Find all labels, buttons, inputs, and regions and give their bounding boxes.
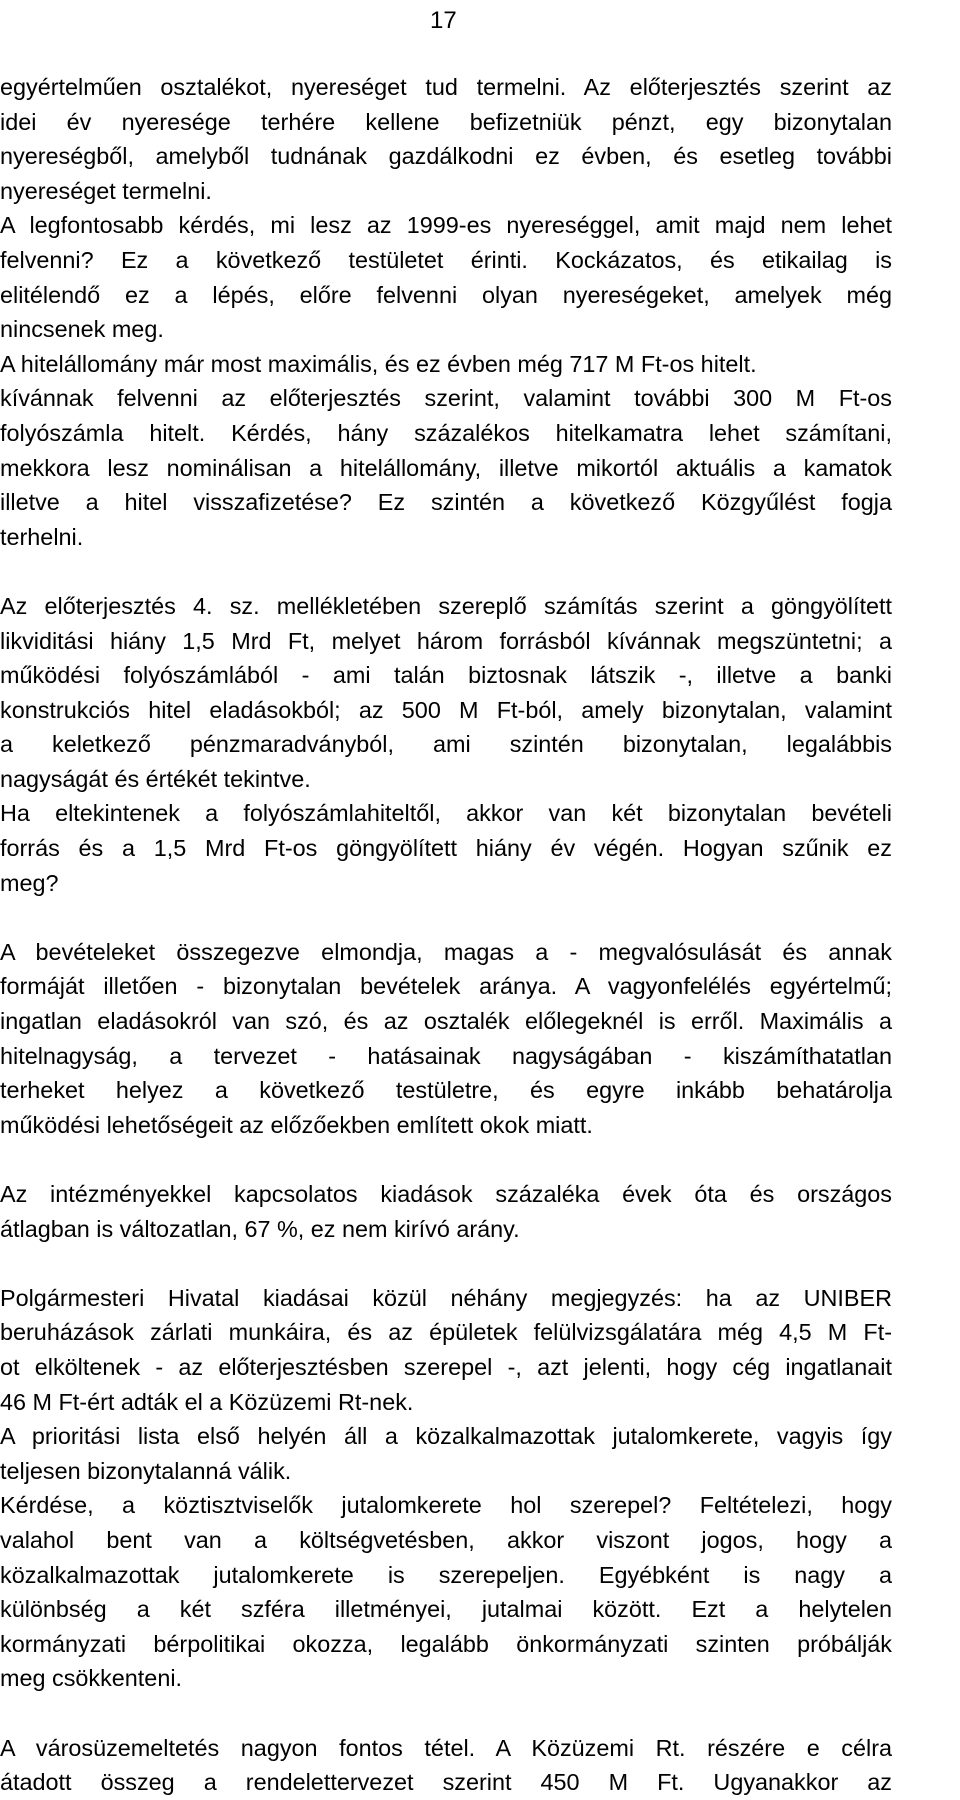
text-line: kívánnak felvenni az előterjesztés szerint, valamint további 300 M Ft-os [0, 385, 892, 412]
text-line: A bevételeket összegezve elmondja, magas a - megvalósulását és annak [0, 938, 892, 965]
text-line: terheket helyez a következő testületre, és egyre inkább behatárolja [0, 1077, 892, 1104]
text-line: kormányzati bérpolitikai okozza, legalább önkormányzati szinten próbálják [0, 1630, 892, 1657]
text-line: meg? [0, 869, 59, 896]
text-line: ot elköltenek - az előterjesztésben szerepel -, azt jelenti, hogy cég ingatlanait [0, 1353, 892, 1380]
text-line: nincsenek meg. [0, 316, 164, 343]
text-line: egyértelműen osztalékot, nyereséget tud termelni. Az előterjesztés szerint az [0, 74, 892, 100]
document-body [0, 70, 892, 1800]
text-line: működési lehetőségeit az előzőekben említett okok miatt. [0, 1111, 593, 1138]
text-line: A hitelállomány már most maximális, és ez évben még 717 M Ft-os hitelt. [0, 350, 757, 377]
text-line: teljesen bizonytalanná válik. [0, 1457, 292, 1484]
text-line: nagyságát és értékét tekintve. [0, 765, 311, 792]
text-line: A prioritási lista első helyén áll a közalkalmazottak jutalomkerete, vagyis így [0, 1423, 892, 1450]
text-line: folyószámla hitelt. Kérdés, hány százalékos hitelkamatra lehet számítani, [0, 419, 892, 446]
text-line: idei év nyeresége terhére kellene befizetniük pénzt, egy bizonytalan [0, 108, 892, 135]
paragraph-gap [0, 1246, 892, 1281]
text-line: 46 M Ft-ért adták el a Közüzemi Rt-nek. [0, 1388, 414, 1415]
text-line: átlagban is változatlan, 67 %, ez nem kirívó arány. [0, 1215, 520, 1242]
paragraph-gap [0, 1696, 892, 1731]
text-line: Az előterjesztés 4. sz. mellékletében szereplő számítás szerint a göngyölített [0, 592, 892, 619]
paragraph-gap [0, 900, 892, 935]
text-line: forrás és a 1,5 Mrd Ft-os göngyölített hiány év végén. Hogyan szűnik ez [0, 835, 892, 862]
text-line: A legfontosabb kérdés, mi lesz az 1999-es nyereséggel, amit majd nem lehet [0, 212, 892, 239]
text-line: A városüzemeltetés nagyon fontos tétel. A Közüzemi Rt. részére e célra [0, 1734, 892, 1761]
text-line: működési folyószámlából - ami talán biztosnak látszik -, illetve a banki [0, 662, 892, 689]
text-line: átadott összeg a rendelettervezet szerint 450 M Ft. Ugyanakkor az [0, 1769, 892, 1796]
text-line: hitelnagyság, a tervezet - hatásainak nagyságában - kiszámíthatatlan [0, 1042, 892, 1069]
text-line: terhelni. [0, 523, 84, 550]
text-line: meg csökkenteni. [0, 1665, 183, 1692]
text-line: Ha eltekintenek a folyószámlahiteltől, akkor van két bizonytalan bevételi [0, 800, 892, 827]
text-line: Polgármesteri Hivatal kiadásai közül néhány megjegyzés: ha az UNIBER [0, 1284, 892, 1311]
text-line: illetve a hitel visszafizetése? Ez szintén a következő Közgyűlést fogja [0, 489, 892, 516]
text-line: elitélendő ez a lépés, előre felvenni olyan nyereségeket, amelyek még [0, 281, 892, 308]
text-line: Kérdése, a köztisztviselők jutalomkerete hol szerepel? Feltételezi, hogy [0, 1492, 892, 1519]
text-line: likviditási hiány 1,5 Mrd Ft, melyet három forrásból kívánnak megszüntetni; a [0, 627, 892, 654]
page-number: 17 [430, 7, 457, 34]
text-line: nyereséget termelni. [0, 177, 212, 204]
text-line: nyereségből, amelyből tudnának gazdálkodni ez évben, és esetleg további [0, 143, 892, 170]
text-line: közalkalmazottak jutalomkerete is szerepeljen. Egyébként is nagy a [0, 1561, 892, 1588]
text-line: konstrukciós hitel eladásokból; az 500 M Ft-ból, amely bizonytalan, valamint [0, 696, 892, 723]
text-line: a keletkező pénzmaradványból, ami szintén bizonytalan, legalábbis [0, 731, 892, 758]
text-line: valahol bent van a költségvetésben, akkor viszont jogos, hogy a [0, 1526, 892, 1553]
text-line: különbség a két szféra illetményei, jutalmai között. Ezt a helytelen [0, 1596, 892, 1623]
paragraph-gap [0, 1142, 892, 1177]
text-line: formáját illetően - bizonytalan bevételek aránya. A vagyonfelélés egyértelmű; [0, 973, 892, 1000]
text-line: beruházások zárlati munkáira, és az épületek felülvizsgálatára még 4,5 M Ft- [0, 1319, 892, 1346]
text-line: Az intézményekkel kapcsolatos kiadások százaléka évek óta és országos [0, 1181, 892, 1207]
paragraph-gap [0, 554, 892, 589]
text-line: ingatlan eladásokról van szó, és az osztalék előlegeknél is erről. Maximális a [0, 1008, 892, 1035]
text-line: mekkora lesz nominálisan a hitelállomány, illetve mikortól aktuális a kamatok [0, 454, 892, 481]
text-line: felvenni? Ez a következő testületet érinti. Kockázatos, és etikailag is [0, 246, 892, 273]
